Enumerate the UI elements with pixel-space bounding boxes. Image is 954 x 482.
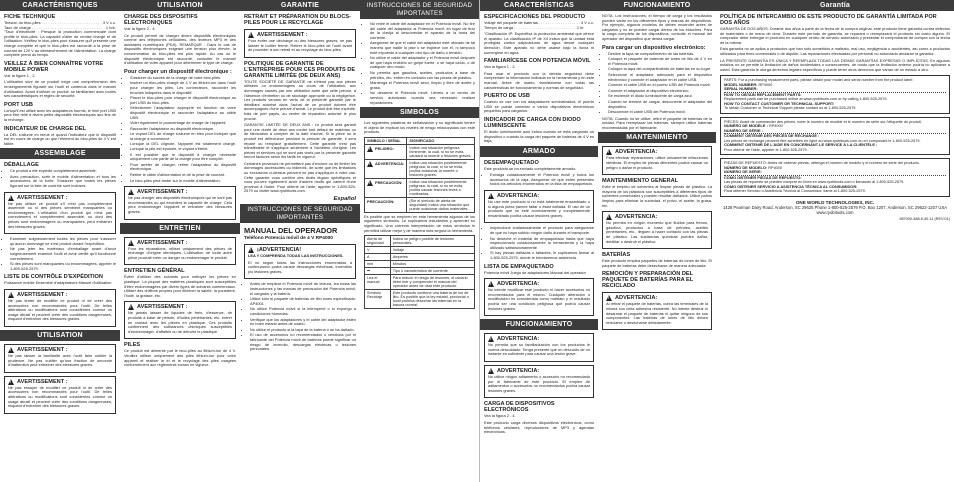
- warning-box: [484, 278, 594, 316]
- list-item: • No utilice el producto si la tapa de la batería o se ha dañado.: [250, 328, 356, 333]
- charge-subheading: Pour charger un dispositif électronique :: [124, 68, 232, 75]
- veiller-text: L'utilisation sûre de ce produit exige une compréhension des renseignements figurant sur l'outil et contenus dans le manuel d'utilisation. Avant d'utiliser ce produit, se familiariser avec toutes ses caractéristiques et règles de sécurité.: [4, 79, 116, 99]
- list-item: • Il est possible que le dispositif à charger nécessite uniquement une partie de la charge pour être complet.: [130, 153, 236, 162]
- familiaricese-heading: FAMILIARÍCESE CON POTENCIA MÓVIL: [484, 58, 591, 65]
- list-item: • Extraiga cuidadosamente el Potencia móvil y todos los accesorios de la caja. Asegúrese de que estén presentes todos los artículos enumerados en la lista de empaquetado.: [490, 173, 594, 187]
- warning-title: AVERTISSEMENT :: [17, 291, 68, 298]
- replacement-parts-heading: CÓMO OBTENER PIEZAS DE REPUESTO:: [724, 174, 802, 180]
- manual-title: MANUAL DEL OPERADOR: [244, 226, 338, 236]
- warning-box: [484, 333, 594, 362]
- warning-text: No permita que su familiarización con los productos le vuelva descuidado. Tenga presente que un descuido de un instante es suficiente para causar una lesión grave.: [488, 342, 590, 357]
- parts-info-box-english: [720, 75, 950, 114]
- baterias-text: Este producto emplea paquetes de baterías de iones de litio. El paquete de baterías debe desecharse de manera adecuada.: [602, 258, 712, 268]
- column-3: [240, 0, 360, 482]
- column-5: [480, 0, 598, 482]
- list-item: • Conecte el adaptador al dispositivo electrónico.: [608, 89, 712, 94]
- warning-box: [4, 344, 116, 373]
- list-item: • Avec précaution, sortir le mobile d'alimentation et tous les accessoires de la boîte. S'assurer que toutes les pièces figurant sur la liste de contrôle sont incluses.: [10, 175, 116, 189]
- parts-info-box-spanish: [720, 158, 950, 197]
- charge-steps: [124, 76, 236, 183]
- list-item: • Si hay piezas dañadas o faltantes, le suplicamos llamar al 1-800-525-2579, donde le brindaremos asistencia.: [490, 251, 594, 260]
- symbol-cell: V: [365, 247, 391, 254]
- list-item: • Conecte el cable USB en el puerto USB del Potencia móvil.: [608, 83, 712, 88]
- deballage-list: [4, 169, 116, 188]
- piles-text: Ce produit est alimenté par le bloc-piles au lithium-ion de 4 V. Veuillez utiliser uniquement des piles lithium-ion pour votre appareil et réaliser le tri et le recyclage des piles usagées conformément aux règlements locaux en vigueur.: [124, 348, 236, 368]
- list-item: • Ce produit a été expédié complètement assemblé.: [10, 169, 116, 174]
- meaning-cell: Voltaje: [390, 247, 474, 254]
- meaning-cell: Amperes: [390, 254, 474, 261]
- warning-box: [602, 211, 712, 249]
- language-label: Español: [333, 196, 356, 203]
- signal-word: PRECAUCIÓN:: [367, 198, 395, 204]
- warning-text: Para efectuar reparaciones, utilice únicamente refacciones idénticas. El empleo de piezas diferentes podría causar un peligro o dañar el producto.: [606, 155, 708, 170]
- section-header-utilisation: UTILISATION: [120, 0, 240, 11]
- warning-triangle-icon: [248, 32, 254, 38]
- column-1: [0, 0, 120, 482]
- warning-triangle-icon: [128, 189, 134, 195]
- warning-triangle-icon: [8, 195, 14, 201]
- model-number-label: NÚMERO DE MODELO:: [724, 164, 768, 170]
- warning-text: Al retirar el paquete de baterías, cubra las terminales de la misma con cinta adhesiva resistente. No intente destruir ni desarmar el paquete de baterías ni quitar ninguno de sus componentes. Las baterías de iones de litio deben reciclarse o desecharse debidamente.: [606, 301, 708, 325]
- parts-text: PIEZAS DE REPUESTO: Antes de ordenar piezas, obtenga el número de modelo y el número de serie del producto.: [724, 161, 920, 166]
- list-item: • Se enciende el diodo luminiscente de carga azul.: [608, 94, 712, 99]
- warning-title: ADVERTENCIA:: [497, 193, 540, 200]
- table-row: [365, 261, 475, 268]
- warning-triangle-icon: [8, 347, 14, 353]
- warning-subtitle: LEA Y COMPRENDA TODAS LAS INSTRUCCIONES.: [248, 253, 344, 259]
- signal-words-table: [364, 137, 475, 213]
- entretien-general-heading: ENTRETIEN GÉNÉRAL: [124, 268, 185, 275]
- warning-triangle-icon: [488, 193, 494, 199]
- serial-number-label: SERIAL NUMBER:: [724, 86, 758, 92]
- list-item: • No desarme el Potencia móvil. Llévelo a un centro de servicio autorizado cuando sea necesario realizar reparaciones.: [370, 91, 475, 105]
- charge-subtext: Voir la figure 2 - 4.: [124, 26, 156, 31]
- warning-text: No intente modificar este producto ni hacer accesorios no recomendados para el mismo. Cualquier alteración o modificación es considerada como maltrato y el resultado podría ser una condición peligrosa que podría causar lesiones graves.: [488, 287, 590, 311]
- politica-heading: POLÍTICA DE INTERCAMBIO DE ESTE PRODUCTO DE GARANTÍA LIMITADA POR DOS AÑOS: [720, 14, 937, 26]
- table-row: [365, 236, 475, 247]
- list-item: • No utilice el cable del adaptador y el Potencia móvil después de que haya recibido un golpe fuerte, o se haya caído, o de cualquier otro modo.: [370, 56, 475, 70]
- warning-title: ADVERTENCIA:: [615, 214, 658, 221]
- table-row: [365, 197, 475, 212]
- warning-box: [602, 292, 712, 330]
- warning-text: Ne pas charger des dispositifs électroniques qui ne sont pas recommandés ou qui excèdent la capacité de charge. Cela peut endommager l'appareil et entraîner des blessures graves.: [128, 195, 232, 214]
- section-header-simbolos: SIMBOLOS: [360, 107, 479, 118]
- list-item: • Retirer le câble d'alimentation et de la prise de courant.: [130, 173, 236, 178]
- liste-controle-heading: LISTE DE CONTRÔLE D'EXPÉDITION: [4, 274, 103, 281]
- signal-word: ADVERTENCIA:: [375, 161, 405, 167]
- list-item: • Sélectionner l'adaptateur approprié en fonction de votre dispositif électronique et raccorder l'adaptateur au câble USB.: [130, 106, 236, 120]
- carga-subtext: Vea la figura 2 - 4.: [484, 413, 516, 419]
- column-7: [716, 0, 954, 482]
- puerto-usb-text: Cuando se use con los adaptadores suministrados, el puerto USB se puede conectar a varios dispositivos electrónicos pequeños para cargarlos.: [484, 99, 594, 114]
- indicateur-text: La DEL s'allume en bleue et quand l'indicateur que le dispositif est en cours de charge ou que l'élément du bloc-piles de 4 V est faible.: [4, 131, 116, 146]
- table-row: [365, 290, 475, 309]
- warning-triangle-icon: [367, 180, 373, 186]
- support-heading: CÓMO OBTENER SERVICIO A ASISTENCIA TÉCNICA AL CONSUMIDOR:: [724, 183, 858, 189]
- table-row: [365, 137, 475, 144]
- entretien-general-text: Éviter d'utiliser des solvants pour nettoyer les pièces en plastique. La plupart des matières plastiques sont susceptibles d'être endommagées par divers types de solvants commerciaux. Utiliser des chiffons propres pour éliminer la saleté, la poussière, l'huile, la graisse, etc.: [124, 274, 236, 298]
- warning-triangle-icon: [367, 161, 373, 167]
- warning-triangle-icon: [488, 336, 494, 342]
- garantia-text-2: Esta garantía no se aplica a productos que han sido sometidos a maltrato, mal uso, negligencia o accidentes, así como a productos utilizados para fines comerciales o de alquiler. Las reparaciones efectuadas por personal no autorizado anularán la garantía.: [720, 46, 950, 56]
- warning-text: No utilice ningún aditamento o accesorio no recomendado por el fabricante de este producto. El empleo de aditamentos o accesorios no recomendados podría causar lesiones graves.: [488, 373, 590, 393]
- list-item: • Examiner soigneusement toutes les pièces pour s'assurer qu'aucun dommage ne s'est produit durant l'expédition.: [10, 237, 116, 246]
- meaning-cell: Tipo o característica de corriente: [390, 268, 474, 275]
- garantia-text-3: LA PRESENTE GARANTÍA ES ÚNICA Y REEMPLAZA TODAS LAS DEMÁS GARANTÍAS EXPRESAS O IMPLÍCITAS. En algunos estados no se permite la limitación de daños incidentales o consecuentes, de modo que la limitación anterior podría no aplicarse a usted. Esta garantía le otorga derechos legales específicos y puede tener otros derechos que varían de un estado a otro.: [720, 57, 950, 72]
- warning-box: [484, 365, 594, 398]
- list-item: • Verifique que los adaptadores y el cable del adaptador estén en buen estado antes de usarlo.: [250, 318, 356, 327]
- deballage-list-2: [4, 237, 116, 271]
- warning-triangle-icon: [488, 368, 494, 374]
- lista-empaquetado-heading: LISTA DE EMPAQUETADO: [484, 263, 554, 270]
- indicador-heading: INDICADOR DE CARGA CON DIODO LUMINISCENTE: [484, 116, 581, 129]
- warning-triangle-icon: [128, 240, 134, 246]
- list-item: • No permita que gasolina, aceites, productos a base de petróleo, etc. entren en contacto con las piezas de plástico.: [370, 71, 475, 80]
- cargar-heading: Para cargar un dispositivo electrónico:: [602, 44, 706, 51]
- symbols-intro: Los siguientes palabras de señalización y su significado tienen el objeto de explicar los niveles de riesgo relacionados con este producto.: [364, 120, 475, 135]
- list-item: • Utilice sólo el paquete de baterías de litio iones especificado: AP4001: [250, 297, 356, 306]
- replacement-parts-text: Les pièces de rechange peuvent être achetées en ligne au www.ryobitools.com ou en composant le 1-800-525-2579.: [724, 138, 921, 143]
- section-header-garantie: GARANTIE: [240, 0, 360, 11]
- warning-title: AVERTISSEMENT :: [137, 189, 188, 196]
- list-item: • Insérer un bloc-piles chargé de 4 V au lithium-ion dans l'outil pour charger les piles. Les connecteurs, raccorder les broches indiquées dans le dispositif.: [130, 81, 236, 95]
- support-text: Pour obtenir de l'aide, appeler le 1-800-525-2579.: [724, 147, 808, 152]
- fiche-technique-heading: FICHE TECHNIQUE: [4, 14, 56, 20]
- list-item: • Vider également le pourcentage de charge de l'appareil.: [130, 121, 236, 126]
- warning-triangle-icon: [248, 247, 254, 253]
- warning-triangle-icon: [128, 304, 134, 310]
- document-code: 987000-488 8-30-11 (REV:01): [899, 216, 950, 221]
- column-4: [360, 0, 480, 482]
- port-usb-text: Lorsqu'il est utilisé avec les adaptateurs fournis, le mini port USB peut être relié à divers petits dispositifs électroniques aux fins de la recharge.: [4, 107, 116, 122]
- warning-text: Pour éviter une décharge ou des blessures graves, ne pas laisser le boîtier fermé. Retirer le bloc-piles de l'outil avant de procéder à son retrait et au recyclage du bloc-piles.: [248, 38, 352, 53]
- especificaciones-text-2: "Clasificación IP: Especifica la protección ambiental que ofrece el aparato. La clasificación IP de X4 indica que la unidad está protegida contra salpicaduras de agua desde cualquier dirección. Este aparato no debe usarse bajo la lluvia ni sumergirse en agua.: [484, 31, 594, 55]
- signal-meaning: Indica una situación posiblemente peligrosa, la cual, si no se evita, podría causar lesiones leves o moderadas.: [407, 178, 475, 197]
- warning-triangle-icon: [606, 149, 612, 155]
- garantie-text-1: TOUTE SOCIÉTÉ DE GARANTIE ne s'étend pas aux pièces utilisées ou endommagées au cours de l'utilisation, aux dommages causés par une utilisation autre que celle prévue, à l'absence d'entretien ou de stockage approprié ou la négligence. Les produits vendus en vertu de la présente garantie par le détaillant autorisé dans l'achat de ce produit doivent être accompagnés d'une preuve d'achat. Le produit doit être expédié, frais de port payés, au centre de réparation autorisé le plus proche.: [244, 78, 356, 121]
- model-number: RP4000: [768, 165, 783, 170]
- mantenimiento-general-text: Evite el empleo de solventes al limpiar piezas de plástico. La mayoría de los plásticos son susceptibles a diferentes tipos de solventes comerciales y pueden resultar dañados. Utilice paños limpios para eliminar la suciedad, el polvo, el aceite, la grasa, etc.: [602, 184, 712, 208]
- model-number: RP4000: [758, 82, 773, 87]
- section-header-instrucciones: INSTRUCCIONES DE SEGURIDAD IMPORTANTES: [240, 204, 360, 223]
- warning-text: Ne pas utiliser ce produit s'il n'est pas complètement assemblé ou si des pièces semblent manquantes ou endommagées. L'utilisation d'un produit qui n'est pas correctement et complètement assemblé, ou dont des pièces sont endommagées ou manquantes, peut entraîner des blessures graves.: [8, 200, 112, 229]
- warning-triangle-icon: [606, 295, 612, 301]
- list-item: • No retire el cable del adaptador en el Potencia móvil. No tire del cable del adaptador al Potencia móvil; en lugar de tirar de la clavija al desconectar el aparato de la toma del corriente.: [370, 22, 475, 40]
- warning-box: [4, 289, 116, 327]
- meaning-cell: Para reducir el riesgo de lesiones, el usuario debe leer y comprender el manual del operador antes de usar este producto.: [390, 275, 474, 290]
- replacement-parts-heading: COMMENT OBTENIR DES PIÈCES DE RECHANGE :: [724, 133, 820, 139]
- replacement-parts-text: Las piezas de repuesto se pueden comprar en línea en www.ryobitools.com o llamando al 1-800-525-2579.: [724, 180, 905, 185]
- parts-text: PARTS: For a purchasing replacement parts, please obtain your model and serial number from the product label:: [724, 78, 914, 83]
- warning-text: Ne pas essayer de modifier ce produit ni de créer des accessoires non recommandés pour l'outil. De telles altérations ou modifications sont considérées comme un usage abusif et peuvent créer des conditions dangereuses, risquant d'entraîner des blessures graves.: [8, 384, 112, 409]
- table-row: [365, 247, 475, 254]
- charge-text: Ce produit permet de charger divers dispositifs électroniques comme des téléphones cellulaires, des lecteurs MP3 et des assistants numériques (PDA). REMARQUE : Dans le cas de dispositifs électroniques exigeant une tension plus élevée, la consommation du bloc-piles est plus rapide. Au cas où le dispositif électronique est raccordé, consulter le manuel d'utilisation de votre appareil pour déterminer le type de charge.: [124, 32, 236, 66]
- company-url[interactable]: www.ryobitools.com: [816, 209, 854, 215]
- table-row: [365, 275, 475, 290]
- list-item: • Le bloc-piles peut rester sur le mobile d'alimentation.: [130, 179, 236, 184]
- list-item: • Coloque el paquete de baterías de iones de litio de 4 V en el Potencia móvil.: [608, 57, 712, 66]
- section-header-utilisation: UTILISATION: [0, 330, 120, 341]
- support-text: To obtain Customer or Technical Support please contact us at 1-800-525-2579.: [724, 106, 857, 111]
- list-item: • Antes de emplear el Potencia móvil de lectura, lea todas las instrucciones y las marcas de precaución del Potencia móvil, el cargador y la batería.: [250, 282, 356, 296]
- warning-title: ADVERTENCIA:: [615, 149, 658, 156]
- serial-number-label: NÚMERO DE SERIE:: [724, 169, 762, 175]
- warning-title: AVERTISSEMENT :: [137, 239, 188, 246]
- warning-text: Ne jamais laisser de liquides de frein, d'essence, de produits à base de pétrole, d'huiles pénétrantes, etc. entrer en contact avec les pièces en plastique. Ces produits contiennent des substances chimiques susceptibles d'endommager, d'affaiblir ou de détruire le plastique.: [128, 310, 232, 334]
- symbol-cell: A: [365, 254, 391, 261]
- desempaquetado-list: [484, 173, 594, 187]
- warning-box: [4, 192, 116, 235]
- symbol-cell: Lea el manual: [365, 275, 391, 290]
- warning-triangle-icon: [8, 379, 14, 385]
- list-item: • No deseche el material de empaquetado hasta que haya inspeccionado cuidadosamente la herramienta y la haya utilizado satisfactoriamente.: [490, 237, 594, 251]
- warning-title: ADVERTENCIA:: [497, 367, 540, 374]
- list-item: • Asegúrese de que el cable del adaptador esté ubicado de tal manera que nadie lo pise o se tropiece con él, ni tampoco esté expuesto a cualquier otro tipo de daño o tensión.: [370, 41, 475, 55]
- warning-box: [124, 186, 236, 219]
- company-address: 1428 Pearman Dairy Road, Anderson, SC 29625 Phone 1-800-525-2579 P.O. Box 1207, Anderson, SC 29622-1207 USA: [722, 204, 948, 210]
- warning-box: [4, 376, 116, 414]
- carga-heading: CARGA DE DISPOSITIVOS ELECTRÓNICOS: [484, 401, 555, 414]
- list-item: • Desconecte el cable USB del Potencia móvil.: [608, 110, 712, 115]
- indicateur-heading: INDICATEUR DE CHARGE DEL: [4, 125, 86, 132]
- signal-meaning: Indica una situación posiblemente peligrosa, la cual, si no se evita, podría ocasionar la muerte o lesiones graves.: [407, 159, 475, 178]
- section-header-caracteristicas: CARACTERÍSTICAS: [480, 0, 598, 11]
- symbol-cell: Símbolo Reciclaje: [365, 290, 391, 309]
- section-header-funcionamiento: FUNCIONAMIENTO: [598, 0, 716, 11]
- warning-triangle-icon: [367, 146, 373, 152]
- warning-text: Ne pas tenter de modifier ce produit ni de créer des accessoires non recommandés pour l'outil. De telles altérations ou modifications sont considérées comme un usage abusif et peuvent créer des conditions dangereuses, risquant d'entraîner des blessures graves.: [8, 297, 112, 322]
- table-row: [365, 254, 475, 261]
- warning-box: [484, 190, 594, 223]
- remocion-heading: REMOCIÓN Y PREPARACIÓN DEL PAQUETE DE BATERÍAS PARA EL RECICLADO: [602, 271, 694, 290]
- garantia-text-1: GARANTÍA DE DOS AÑOS: Durante dos años a partir de la fecha de la compra original, este producto tiene garantía contra defectos de materiales o de mano de obra. Durante este período de garantía, se reparará o reemplazará el producto sin costo alguno. El comprador debe entregar el producto en cualquier centro de servicio autorizado y presentar el comprobante de compra con la fecha de la misma.: [720, 26, 950, 45]
- signal-meaning: (Sin el símbolo de alerta de seguridad) Indica una situación que puede ocasionar daños materiales.: [407, 197, 475, 212]
- warning-triangle-icon: [606, 214, 612, 220]
- section-header-entretien: ENTRETIEN: [120, 223, 240, 234]
- warning-box: [602, 146, 712, 175]
- list-item: • Coloque la tapa del compartimiento de baterías en su lugar.: [608, 67, 712, 72]
- model-number-label: NUMÉRO DE MODÈLE :: [724, 123, 768, 129]
- product-subtitle: Teléfono Potencia móvil de 4 V RP4000: [244, 236, 333, 242]
- warning-text: Ne pas laisser la familiarité avec l'outil faire oublier la prudence. Ne pas oublier qu'une fraction de seconde d'inattention peut entraîner des blessures graves.: [8, 352, 112, 368]
- warning-title: AVERTISSEMENT :: [17, 346, 68, 353]
- model-number-label: MODEL NUMBER:: [724, 81, 758, 87]
- model-number: RP4000: [768, 124, 783, 129]
- desempaquetado-text: Este producto se ha enviado completamente armado.: [484, 165, 577, 171]
- list-item: • Placer le bloc-piles pour charger le dispositif électronique au port USB du bloc-piles.: [130, 96, 236, 105]
- serial-number-label: NUMÉRO DE SÉRIE :: [724, 127, 763, 133]
- warning-title: ADVERTENCIA:: [497, 281, 540, 288]
- warning-box: [244, 29, 356, 58]
- list-item: • Cuando se termine de cargar, desconecte el adaptador del dispositivo.: [608, 100, 712, 109]
- veiller-subtext: Voir la figure 1 - 2.: [4, 72, 36, 78]
- garantie-text-3: Certaines provinces ne permettent pas d'exclure ou de limiter les dommages accessoires ou indirects, de sorte que les limitations ou exclusions ci-dessus peuvent ne pas s'appliquer à votre cas. Cette garantie vous confère des droits légaux spécifiques et vous pouvez également avoir d'autres droits qui varient d'une province à l'autre. Pour obtenir de l'aide, appeler le 1-800-525-2579 ou visiter www.ryobitools.com.: [244, 160, 356, 194]
- replacement-parts-text: Replacement parts can be purchased online at www.ryobitools.com or by calling 1-800-525-2579.: [724, 97, 888, 102]
- table-row: [365, 144, 475, 159]
- list-item: • Inspeccione cuidadosamente el producto para asegurarse de que no haya sufrido ningún daño durante el transporte.: [490, 226, 594, 235]
- section-header-caracteristiques: CARACTÉRISTIQUES: [0, 0, 120, 11]
- symbol-cell: Alerta de seguridad: [365, 236, 391, 247]
- retrait-heading: RETRAIT ET PRÉPARATION DU BLOCS-PILES POUR LE RECYCLAGE: [244, 14, 352, 26]
- garantie-text-2: GARANTIE LIMITÉE DE DEUX ANS : Le produit sera garanti pour une durée de deux ans contre tout défaut de matériau ou de fabrication à compter de la date d'achat. Si la pièce ou le produit est défectueux pendant la période de garantie, il sera réparé ou remplacé gratuitement. Cette garantie n'est pas transférable et s'applique seulement à l'acheteur d'origine. Les pièces et services qui ne sont pas visés par la présente garantie seront facturés selon les tarifs en vigueur.: [244, 122, 356, 160]
- section-header-armado: ARMADO: [480, 146, 598, 157]
- list-item: • No utilice Potencia móvil si la intemperie o lo expongo a condiciones húmedas.: [250, 307, 356, 316]
- cargar-steps: [602, 52, 712, 115]
- column-2: [120, 0, 240, 482]
- warning-box: [124, 237, 236, 266]
- indicador-text: El diodo luminiscente azul indica cuando se está cargando un dispositivo o cuando la carga del paquete de baterías de 4 V es baja.: [484, 128, 594, 144]
- meaning-cell: Este producto contiene una batería de ion de litio. Es posible que la ley estatal, provincial o local prohíba desechar las baterías en la basura normal.: [390, 290, 474, 309]
- warning-text: Pour les réparations, utiliser uniquement des pièces de rechange d'origine identiques. L'utilisation de toute autre pièce pourrait créer un danger ou endommager le produit.: [128, 245, 232, 260]
- list-item: • Si des pièces sont manquantes ou endommagées, appeler le 1-800-525-2579.: [10, 262, 116, 271]
- table-row: [365, 268, 475, 275]
- familiaricese-subtext: Vea la figura 1 - 2.: [484, 64, 516, 70]
- symbols-text: Es posible que se empleen en este herramienta algunos de los siguientes símbolos. Le suplicamos estudiarlos y aprender su significado. Una correcta interpretación de estos símbolos le permitirá utilizar mejor y de manera más segura la herramienta.: [364, 213, 475, 233]
- warning-triangle-icon: [488, 281, 494, 287]
- lista-empaquetado-text: Potencia móvil Juego de adaptadores Manual del operador: [484, 269, 586, 275]
- safety-list: [364, 22, 475, 105]
- liste-controle-text: Puissance mobile Ensemble d'adaptateurs Manuel d'utilisation: [4, 280, 112, 286]
- veiller-heading: VEILLEZ À BIEN CONNAÎTRE VOTRE MOBILE POWER: [4, 60, 104, 73]
- symbol-cell: min: [365, 261, 391, 268]
- signal-word: PRECAUCIÓN:: [375, 180, 403, 186]
- table-header: SIMBOLO / SEÑAL: [365, 137, 407, 144]
- list-item: • Deslice la tapa de compartimiento de las baterías.: [608, 52, 712, 57]
- column-6: [598, 0, 716, 482]
- list-item: • Mantenga el Potencia móvil seco, limpio y libre de aceite y grasa.: [370, 81, 475, 90]
- list-item: • Seleccione el adaptador adecuado para el dispositivo electrónico y conecte el adaptador en el cable USB.: [608, 73, 712, 82]
- parts-info-box-french: [720, 117, 950, 156]
- signal-meaning: Indica una situación peligrosa inminente, la cual, si no se evita, causará la muerte o lesiones graves.: [407, 144, 475, 159]
- meaning-cell: Indica un peligro posible de lesiones personales.: [390, 236, 474, 247]
- warning-text: No use este producto si no está totalmente ensamblado o si alguna pieza parece faltar o estar dañada. El uso de un producto que no esté correctamente y completamente ensamblado podría causar lesiones graves.: [488, 199, 590, 218]
- warning-box: [244, 244, 356, 279]
- section-header-assemblage: ASSEMBLAGE: [0, 148, 120, 159]
- port-usb-heading: PORT USB: [4, 101, 33, 108]
- list-item: • Lorsque la DEL clignote, l'appareil est totalement chargé. Lorsque la pile est épuisée, le voyant s'éteint.: [130, 142, 236, 151]
- mantenimiento-general-heading: MANTENIMIENTO GENERAL: [602, 178, 679, 185]
- table-row: [365, 178, 475, 197]
- warning-title: ¡ADVERTENCIA!: [257, 247, 302, 254]
- especificaciones-text: Voltaje del paquete de baterías . . . . . . . . . . . . . . . . . . . 4 V c.c. Tiempo de carga . . . . . . . . . . . . . . . . . . . . . . . . . . . . . 1 hr.: [484, 20, 594, 30]
- symbols-table: [364, 235, 475, 309]
- parts-text: PIÈCES: Avant de commander des pièces, noter le numéro de modèle et le numéro de série sur l'étiquette du produit.: [724, 119, 922, 124]
- politique-garantie-heading: POLITIQUE DE GARANTIE DE L'ENTREPRISE POUR CES PRODUITS DE GARANTIE LIMITÉE (DE DEUX ANS): [244, 60, 356, 79]
- deballage-heading: DÉBALLAGE: [4, 162, 39, 169]
- signal-word: PELIGRO:: [375, 146, 394, 152]
- especificaciones-heading: ESPECIFICACIONES DEL PRODUCTO: [484, 14, 586, 20]
- list-item: • Ne pas jeter les matériaux d'emballage avant d'avoir soigneusement examiné l'outil et avoir vérifié qu'il fonctionne correctement.: [10, 247, 116, 261]
- company-footer: [720, 200, 950, 215]
- warning-title: ADVERTENCIA:: [497, 336, 540, 343]
- warning-text: El no seguir todas las instrucciones enumeradas a continuación podrá causar descargas eléctricas, incendios y/o lesiones graves.: [248, 259, 352, 274]
- list-item: • Raccorder l'adaptateur au dispositif électronique.: [130, 127, 236, 132]
- section-header-mantenimiento: MANTENIMIENTO: [598, 132, 716, 143]
- table-row: [365, 159, 475, 178]
- desempaquetado-heading: DESEMPAQUETADO: [484, 159, 539, 166]
- list-item: • Le voyant DEL de charge s'allume en bleu pour indiquer que la charge a commencé.: [130, 132, 236, 141]
- familiaricese-text: Para usar el producto con la debida seguridad debe comprender la información indicada en la herramienta y en este manual. Antes de usarlo, familiarícese con todas las características de funcionamiento y normas de seguridad.: [484, 70, 594, 90]
- support-heading: HOW TO CONTACT CUSTOMER OR TECHNICAL SUPPORT:: [724, 100, 835, 106]
- funcionamiento-note: NOTA: Los instrucciones, el tiempo de carga y los resultados pueden variar en los diferentes tipos y marcas de dispositivos. Por ejemplo, algunos modelos de deben encender antes de cargarlos y no se pueden cargar dentro de los estuches. Para la carga completa de los dispositivos, consulte el manual del operador del dispositivo que desea cargar.: [602, 13, 712, 41]
- symbol-cell: ⎓: [365, 268, 391, 275]
- nota-text: NOTA: Cuando no se utilice, retire el paquete de baterías de la unidad. Para reemplazar las baterías, siempre utilice baterías recomendadas por el fabricante.: [602, 115, 712, 130]
- piles-heading: PILES: [124, 342, 141, 349]
- safety-list: [244, 282, 356, 351]
- warning-title: AVERTISSEMENT :: [137, 304, 188, 311]
- list-item: • Pour arrêter de charger, retirer l'adaptateur du dispositif électronique.: [130, 163, 236, 172]
- baterias-heading: BATERÍAS: [602, 252, 631, 259]
- warning-title: AVERTISSEMENT :: [257, 32, 308, 38]
- charge-heading: CHARGE DES DISPOSITIFS ÉLECTRONIQUES: [124, 14, 198, 26]
- section-header-garantia: Garantía: [716, 0, 954, 11]
- list-item: • S'assurer du succès de la charge de votre bloc-piles.: [130, 76, 236, 81]
- warning-title: AVERTISSEMENT :: [17, 194, 68, 201]
- replacement-parts-heading: HOW TO OBTAIN REPLACEMENT PARTS:: [724, 91, 802, 97]
- list-item: • El uso de accesorios no recomendados o vendidos por el fabricante del Potencia móvil de baterías puede significar un riesgo de incendio, descargas eléctricas o lesiones personales.: [250, 333, 356, 351]
- support-text: Para obtener Servicio o Asistencia Técnica al Consumidor, llame al 1-800-525-2579.: [724, 189, 866, 194]
- warning-triangle-icon: [8, 292, 14, 298]
- warning-text: No permita en ningún momento que fluidos para frenos, gasolina, productos a base de petróleo, aceites penetrantes, etc., lleguen a hacer contacto con las piezas de plástico. Las sustancias químicas pueden dañar, debilitar o destruir el plástico.: [606, 220, 708, 244]
- warning-box: [124, 301, 236, 339]
- support-heading: COMMENT OBTENIR DE L'AIDE EN CONCERNANT LE SERVICE À LA CLIENTÈLE :: [724, 142, 878, 148]
- section-header-funcionamiento: FUNCIONAMIENTO: [480, 319, 598, 330]
- carga-text: Este producto carga diversos dispositivos electrónicos, como teléfonos celulares, reproductores de MP3 y agendas electrónicas.: [484, 419, 594, 435]
- puerto-usb-heading: PUERTO DE USB: [484, 93, 530, 100]
- meaning-cell: Minutos: [390, 261, 474, 268]
- warning-title: AVERTISSEMENT :: [17, 378, 68, 385]
- company-name: ONE WORLD TECHNOLOGIES, INC.: [795, 199, 875, 205]
- section-header-instrucciones: INSTRUCCIONES DE SEGURIDAD IMPORTANTES: [360, 0, 479, 19]
- fiche-technique-text: Tension du bloc-piles . . . . . . . . . . . . . . . . . . . . . . . . . . . 3 V c.c. Taux de charge . . . . . . . . . . . . . . . . . . . . . . . . . . . . . . . . 1 hre. "Taux d'électricité : Presque la production commerciale dont profite le bloc-piles. La capacité d'aller de remise charge et de l'utilisation. Vérifiez le bloc-piles pour s'assurer qu'il présente une charge complète et que le bloc-piles est raccordé à la prise de courant de 120 V au débranchement de l'alimentation. La charge complète prend du temps.: [4, 20, 116, 58]
- desempaquetado-list-2: [484, 226, 594, 260]
- table-header: SIGNIFICADO: [407, 137, 475, 144]
- warning-title: ADVERTENCIA:: [615, 295, 658, 302]
